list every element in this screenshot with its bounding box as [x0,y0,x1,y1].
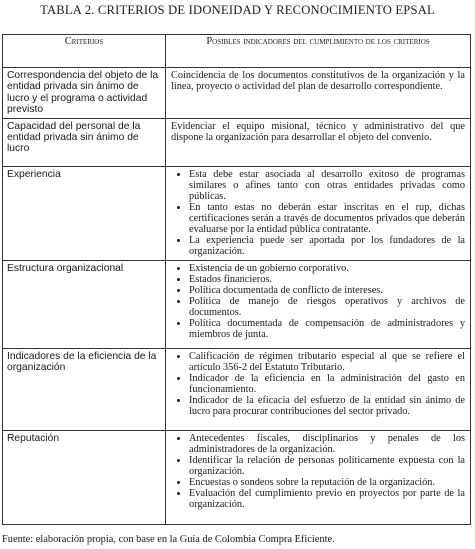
criterion-cell: Experiencia [3,166,166,260]
indicator-cell: Evidenciar el equipo misional, técnico y administrativo del que dispone la organización para desarrollar el objeto del convenio. [166,118,471,166]
indicator-cell [166,430,471,524]
list-item: • Estados financieros. [189,274,465,285]
indicator-list [171,263,465,340]
table-row [3,348,471,430]
table-row [3,260,471,348]
criterion-cell: Capacidad del personal de la entidad privada sin ánimo de lucro [3,118,166,166]
table-row [3,68,471,119]
list-item: • Indicador de la eficacia del esfuerzo de la entidad sin ánimo de lucro para procurar contribuciones del sector privado. [189,395,465,417]
table-row [3,166,471,260]
criterion-cell: Indicadores de la eficiencia de la organización [3,348,166,430]
indicator-cell [166,166,471,260]
source-note: Fuente: elaboración propia, con base en la Guía de Colombia Compra Eficiente. [2,534,335,545]
list-item: • Encuestas o sondeos sobre la reputación de la organización. [189,477,465,488]
list-item: • Identificar la relación de personas políticamente expuesta con la organización. [189,455,465,477]
list-item: • Evaluación del cumplimiento previo en proyectos por parte de la organización. [189,488,465,510]
table-title: TABLA 2. CRITERIOS DE IDONEIDAD Y RECONOCIMIENTO EPSAL [40,3,435,17]
indicator-list [171,351,465,417]
table-header-row [3,35,471,68]
list-item: • Política documentada de compensación de administradores y miembros de junta. [189,318,465,340]
list-item: • Política de manejo de riesgos operativos y archivos de documentos. [189,296,465,318]
column-header-criterios: Criterios [3,35,166,68]
list-item: • Indicador de la eficiencia en la administración del gasto en funcionamiento. [189,373,465,395]
list-item: • Calificación de régimen tributario especial al que se refiere el artículo 356-2 del Estatuto Tributario. [189,351,465,373]
column-header-indicadores: Posibles indicadores del cumplimiento de los criterios [166,35,471,68]
indicator-cell: Coincidencia de los documentos constitutivos de la organización y la línea, proyecto o actividad del plan de desarrollo correspondiente. [166,68,471,119]
list-item: • Política documentada de conflicto de intereses. [189,285,465,296]
table-row [3,430,471,524]
list-item: • Esta debe estar asociada al desarrollo exitoso de programas similares o afines tanto con otras entidades privadas como públicas. [189,169,465,202]
criterion-cell: Correspondencia del objeto de la entidad privada sin ánimo de lucro y el programa o actividad previsto [3,68,166,119]
list-item: • En tanto estas no deberán estar inscritas en el rup, dichas certificaciones serán a través de documentos privados que deberán evaluarse por la entidad pública contratante. [189,202,465,235]
indicator-list [171,169,465,257]
criterion-cell: Estructura organizacional [3,260,166,348]
indicator-cell [166,260,471,348]
indicator-list [171,433,465,510]
table-row [3,118,471,166]
indicator-cell [166,348,471,430]
criteria-table [2,34,471,525]
list-item: • La experiencia puede ser aportada por los fundadores de la organización. [189,235,465,257]
list-item: • Antecedentes fiscales, disciplinarios y penales de los administradores de la organización. [189,433,465,455]
criterion-cell: Reputación [3,430,166,524]
list-item: • Existencia de un gobierno corporativo. [189,263,465,274]
